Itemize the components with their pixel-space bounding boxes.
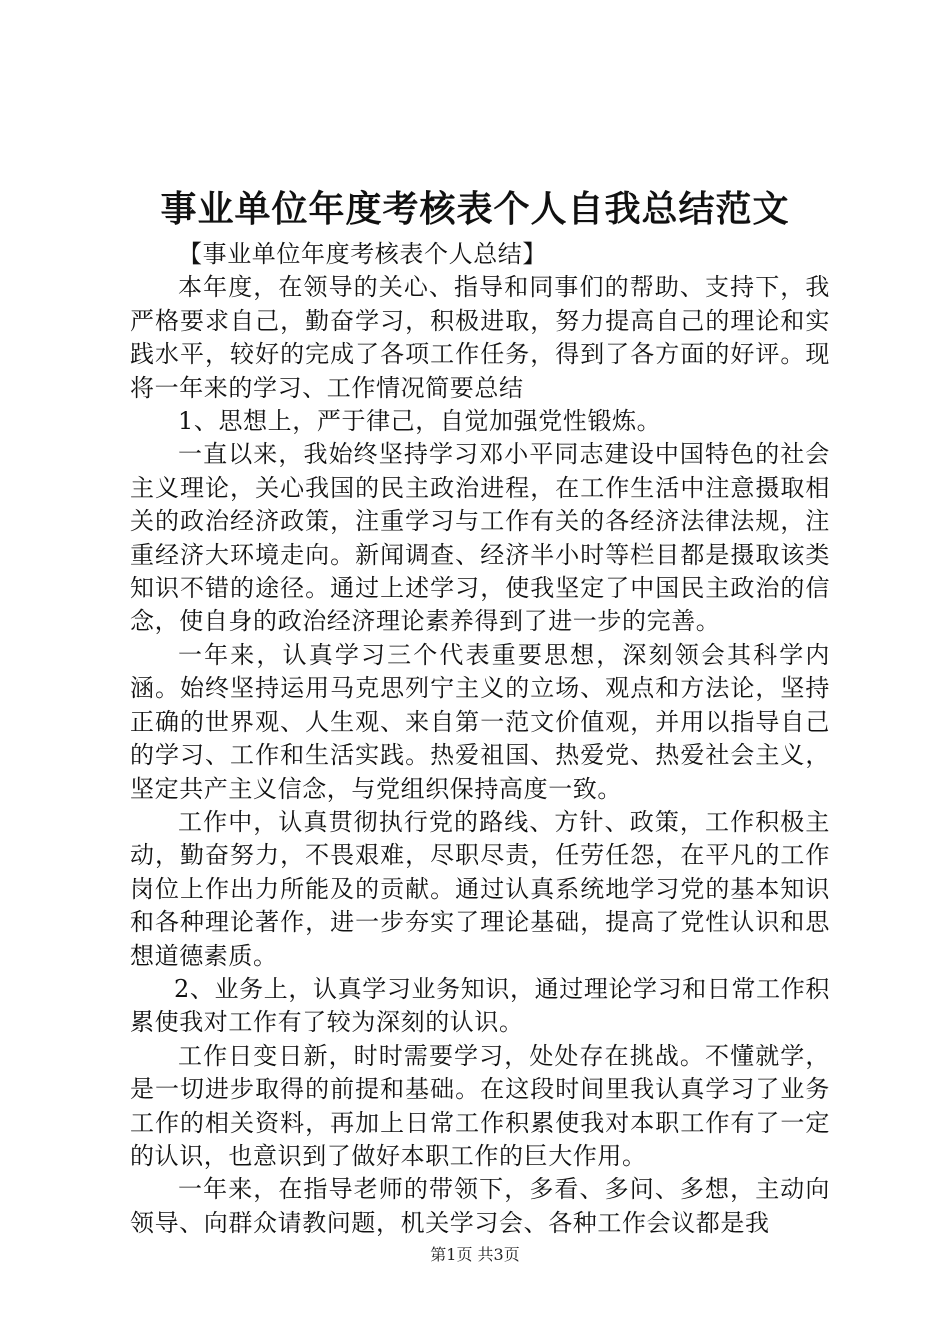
section-heading-1: 1、思想上，严于律己，自觉加强党性锻炼。	[178, 407, 662, 436]
paragraph-subtitle: 【事业单位年度考核表个人总结】	[178, 240, 547, 268]
section-heading-2: 2、业务上，认真学习业务知识，通过理论学习和日常工作积累使我对工作有了较为深刻的认识。	[130, 974, 830, 1037]
paragraph: 一年来，在指导老师的带领下，多看、多问、多想，主动向领导、向群众请教问题，机关学习会、各种工作会议都是我	[130, 1175, 830, 1237]
paragraph-intro: 本年度，在领导的关心、指导和同事们的帮助、支持下，我严格要求自己，勤奋学习，积极进取，努力提高自己的理论和实践水平，较好的完成了各项工作任务，得到了各方面的好评。现将一年来的学习、工作情况简要总结	[130, 273, 830, 402]
page-number-footer: 第1页 共3页	[430, 1245, 520, 1264]
document-body	[130, 238, 830, 1240]
document-title: 事业单位年度考核表个人自我总结范文	[160, 188, 790, 230]
paragraph: 工作中，认真贯彻执行党的路线、方针、政策，工作积极主动，勤奋努力，不畏艰难，尽职尽责，任劳任怨，在平凡的工作岗位上作出力所能及的贡献。通过认真系统地学习党的基本知识和各种理论著作，进一步夯实了理论基础，提高了党性认识和思想道德素质。	[130, 807, 830, 970]
paragraph: 工作日变日新，时时需要学习，处处存在挑战。不懂就学，是一切进步取得的前提和基础。在这段时间里我认真学习了业务工作的相关资料，再加上日常工作积累使我对本职工作有了一定的认识，也意识到了做好本职工作的巨大作用。	[130, 1041, 830, 1170]
paragraph: 一年来，认真学习三个代表重要思想，深刻领会其科学内涵。始终坚持运用马克思列宁主义的立场、观点和方法论，坚持正确的世界观、人生观、来自第一范文价值观，并用以指导自己的学习、工作和生活实践。热爱祖国、热爱党、热爱社会主义，坚定共产主义信念，与党组织保持高度一致。	[130, 640, 830, 803]
paragraph: 一直以来，我始终坚持学习邓小平同志建设中国特色的社会主义理论，关心我国的民主政治进程，在工作生活中注意摄取相关的政治经济政策，注重学习与工作有关的各经济法律法规，注重经济大环境走向。新闻调查、经济半小时等栏目都是摄取该类知识不错的途径。通过上述学习，使我坚定了中国民主政治的信念，使自身的政治经济理论素养得到了进一步的完善。	[130, 440, 830, 636]
